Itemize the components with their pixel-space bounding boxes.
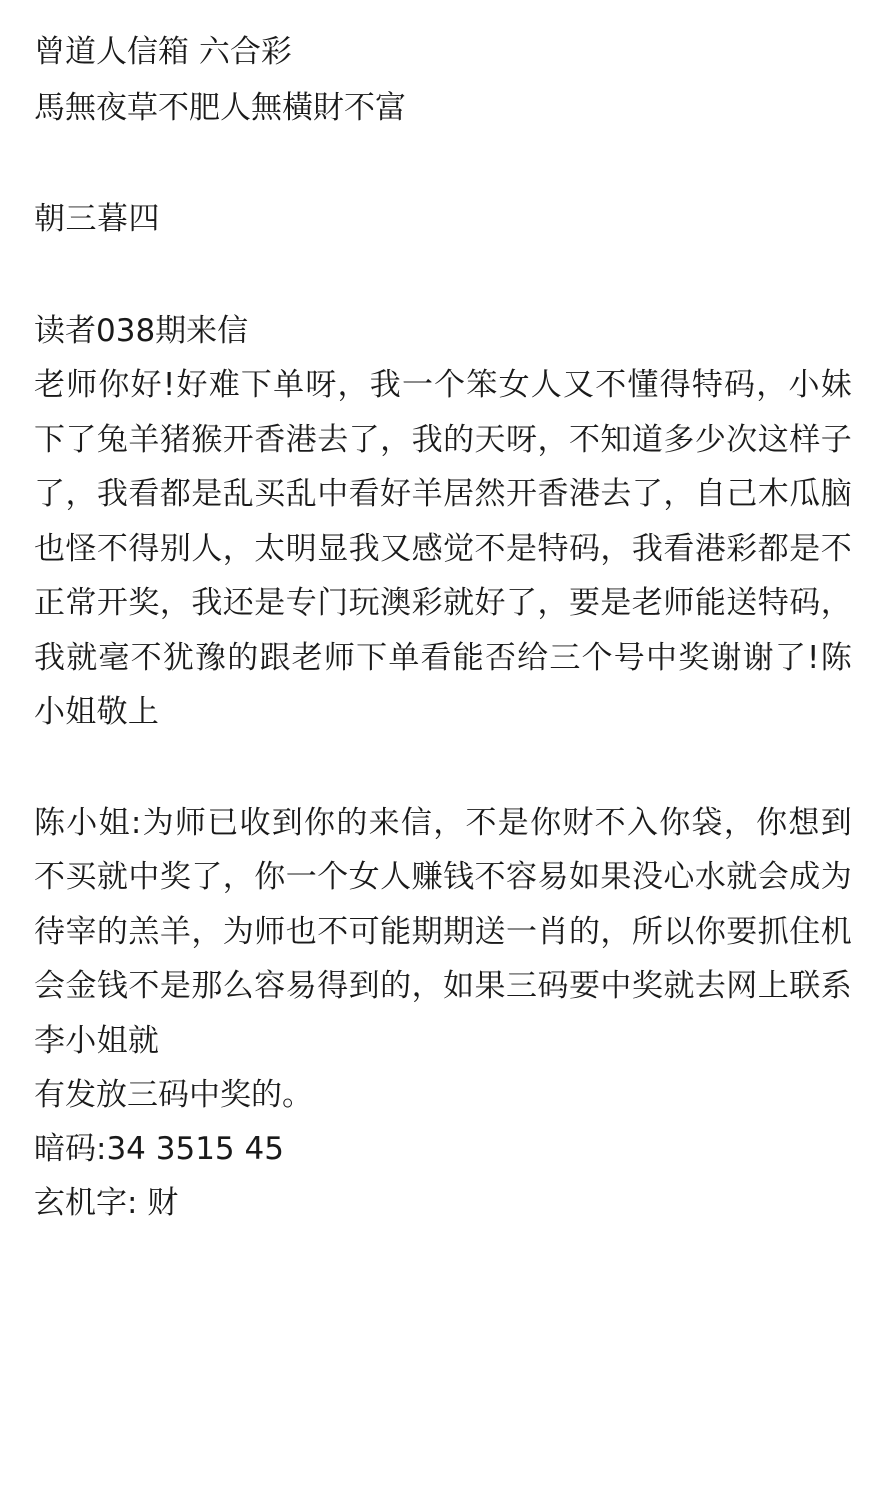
header-title-line-2: 馬無夜草不肥人無橫財不富 — [34, 90, 406, 126]
letter-heading: 读者038期来信 — [34, 313, 249, 349]
idiom-text: 朝三暮四 — [34, 201, 160, 237]
spacer-after-header — [34, 136, 852, 192]
header-title-line-1: 曾道人信箱 六合彩 — [34, 34, 292, 70]
letter-body: 老师你好!好难下单呀，我一个笨女人又不懂得特码，小妹下了兔羊猪猴开香港去了，我的天呀，不知道多少次这样子 了，我看都是乱买乱中看好羊居然开香港去了，自己木瓜脑 也怪不得别人，太明显我又感觉不是特码，我看港彩都是不正常开奖，我还是专门玩澳彩就好了，要是老师能送特码， 我就毫不犹豫的跟老师下单看能否给三个号中奖谢谢了!陈小姐敬上 — [34, 367, 863, 730]
spacer-after-letter — [34, 740, 852, 796]
reply-closing-line: 有发放三码中奖的。 — [34, 1077, 313, 1113]
mystery-word-line: 玄机字: 财 — [34, 1185, 179, 1221]
secret-code-line: 暗码:34 3515 45 — [34, 1131, 284, 1167]
reply-body: 陈小姐:为师已收到你的来信，不是你财不入你袋，你想到不买就中奖了，你一个女人赚钱不容易如果没心水就会成为待宰的羔羊，为师也不可能期期送一肖的，所以你要抓住机会金钱不是那么容易得到的，如果三码要中奖就去网上联系李小姐就 — [34, 804, 852, 1059]
spacer-after-idiom — [34, 246, 852, 304]
